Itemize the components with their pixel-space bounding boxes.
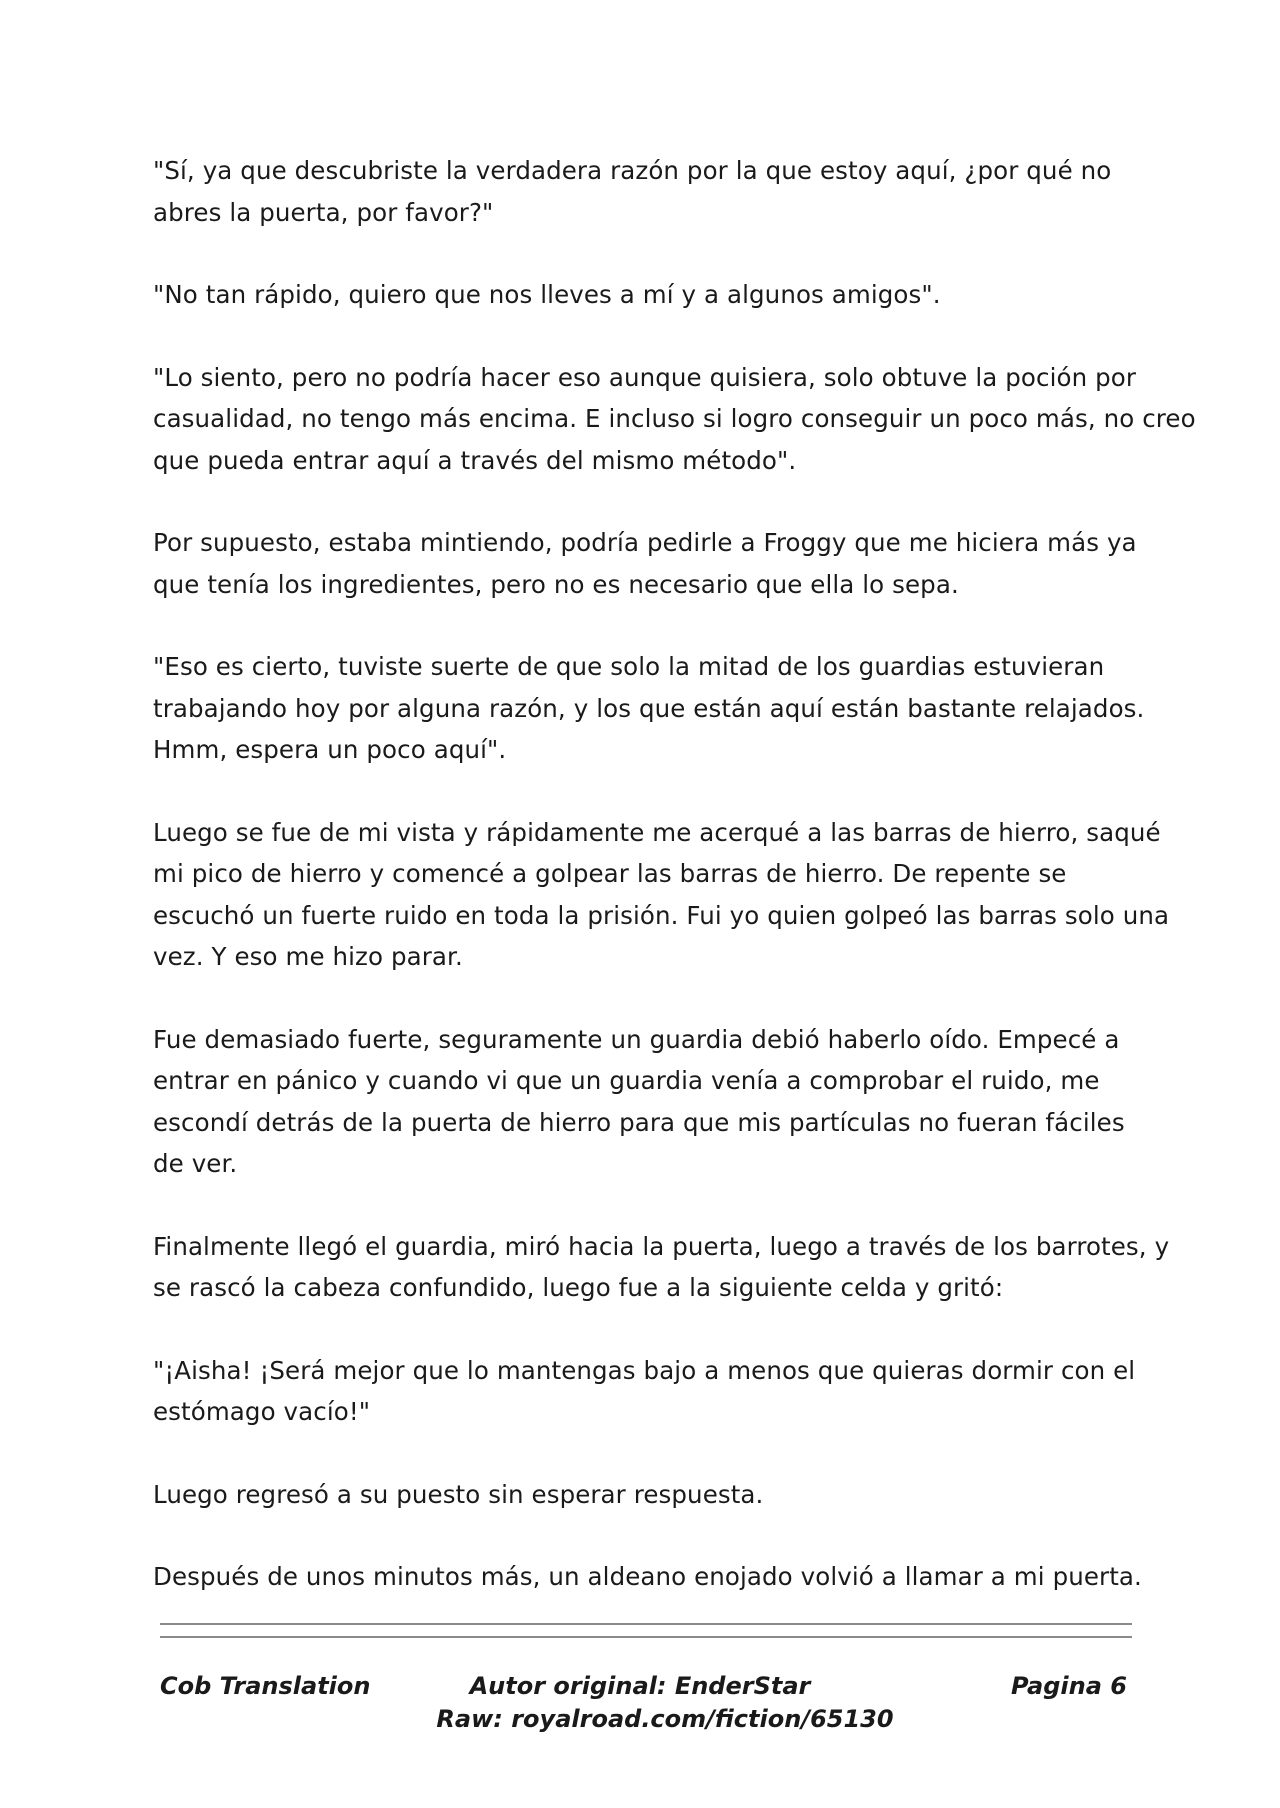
paragraph-line: vez. Y eso me hizo parar. bbox=[153, 942, 463, 971]
paragraph-line: "No tan rápido, quiero que nos lleves a mí y a algunos amigos". bbox=[153, 280, 941, 309]
paragraph-line: Luego regresó a su puesto sin esperar respuesta. bbox=[153, 1479, 764, 1509]
paragraph bbox=[153, 522, 1143, 605]
footer-raw-source: Raw: royalroad.com/fiction/65130 bbox=[436, 1705, 894, 1733]
footer-page-number: Pagina 6 bbox=[1011, 1672, 1127, 1700]
paragraph-line: "Lo siento, pero no podría hacer eso aunque quisiera, solo obtuve la poción por bbox=[153, 362, 1137, 392]
footer-original-author: Autor original: EnderStar bbox=[469, 1672, 811, 1700]
footer-divider-top bbox=[160, 1623, 1132, 1625]
paragraph-line: estómago vacío!" bbox=[153, 1397, 371, 1426]
paragraph bbox=[153, 1556, 1143, 1598]
paragraph-line: que tenía los ingredientes, pero no es necesario que ella lo sepa. bbox=[153, 569, 959, 599]
paragraph-line: "Eso es cierto, tuviste suerte de que solo la mitad de los guardias estuvieran bbox=[153, 652, 1105, 681]
footer-divider-bottom bbox=[160, 1636, 1132, 1638]
paragraph-line: entrar en pánico y cuando vi que un guardia venía a comprobar el ruido, me bbox=[153, 1066, 1100, 1095]
paragraph bbox=[153, 1350, 1143, 1433]
paragraph bbox=[153, 646, 1143, 771]
paragraph-line: que pueda entrar aquí a través del mismo método". bbox=[153, 445, 797, 475]
paragraph-line: Por supuesto, estaba mintiendo, podría pedirle a Froggy que me hiciera más ya bbox=[153, 528, 1137, 557]
paragraph-line: abres la puerta, por favor?" bbox=[153, 197, 494, 227]
paragraph-line: trabajando hoy por alguna razón, y los que están aquí están bastante relajados. bbox=[153, 693, 1145, 723]
paragraph-line: de ver. bbox=[153, 1149, 238, 1178]
paragraph bbox=[153, 150, 1143, 233]
paragraph bbox=[153, 1474, 1143, 1516]
paragraph bbox=[153, 1226, 1170, 1309]
paragraph-line: escuchó un fuerte ruido en toda la prisión. Fui yo quien golpeó las barras solo una bbox=[153, 900, 1170, 930]
paragraph-line: Después de unos minutos más, un aldeano enojado volvió a llamar a mi puerta. bbox=[153, 1562, 1142, 1591]
paragraph-line: mi pico de hierro y comencé a golpear las barras de hierro. De repente se bbox=[153, 859, 1067, 888]
paragraph-line: Finalmente llegó el guardia, miró hacia la puerta, luego a través de los barrotes, y bbox=[153, 1231, 1170, 1261]
paragraph bbox=[153, 812, 1170, 978]
paragraph-line: Hmm, espera un poco aquí". bbox=[153, 735, 507, 764]
paragraph bbox=[153, 1019, 1143, 1185]
paragraph-line: casualidad, no tengo más encima. E incluso si logro conseguir un poco más, no creo bbox=[153, 404, 1196, 433]
paragraph-line: "¡Aisha! ¡Será mejor que lo mantengas bajo a menos que quieras dormir con el bbox=[153, 1355, 1136, 1385]
footer-translator: Cob Translation bbox=[160, 1672, 371, 1700]
paragraph-line: Fue demasiado fuerte, seguramente un guardia debió haberlo oído. Empecé a bbox=[153, 1024, 1120, 1054]
paragraph-line: escondí detrás de la puerta de hierro para que mis partículas no fueran fáciles bbox=[153, 1107, 1125, 1137]
body-text bbox=[153, 150, 1196, 1639]
paragraph-line: se rascó la cabeza confundido, luego fue a la siguiente celda y gritó: bbox=[153, 1273, 1004, 1302]
paragraph-line: "Sí, ya que descubriste la verdadera razón por la que estoy aquí, ¿por qué no bbox=[153, 156, 1112, 185]
paragraph bbox=[153, 357, 1196, 482]
paragraph bbox=[153, 274, 1143, 316]
paragraph-line: Luego se fue de mi vista y rápidamente me acerqué a las barras de hierro, saqué bbox=[153, 817, 1161, 847]
